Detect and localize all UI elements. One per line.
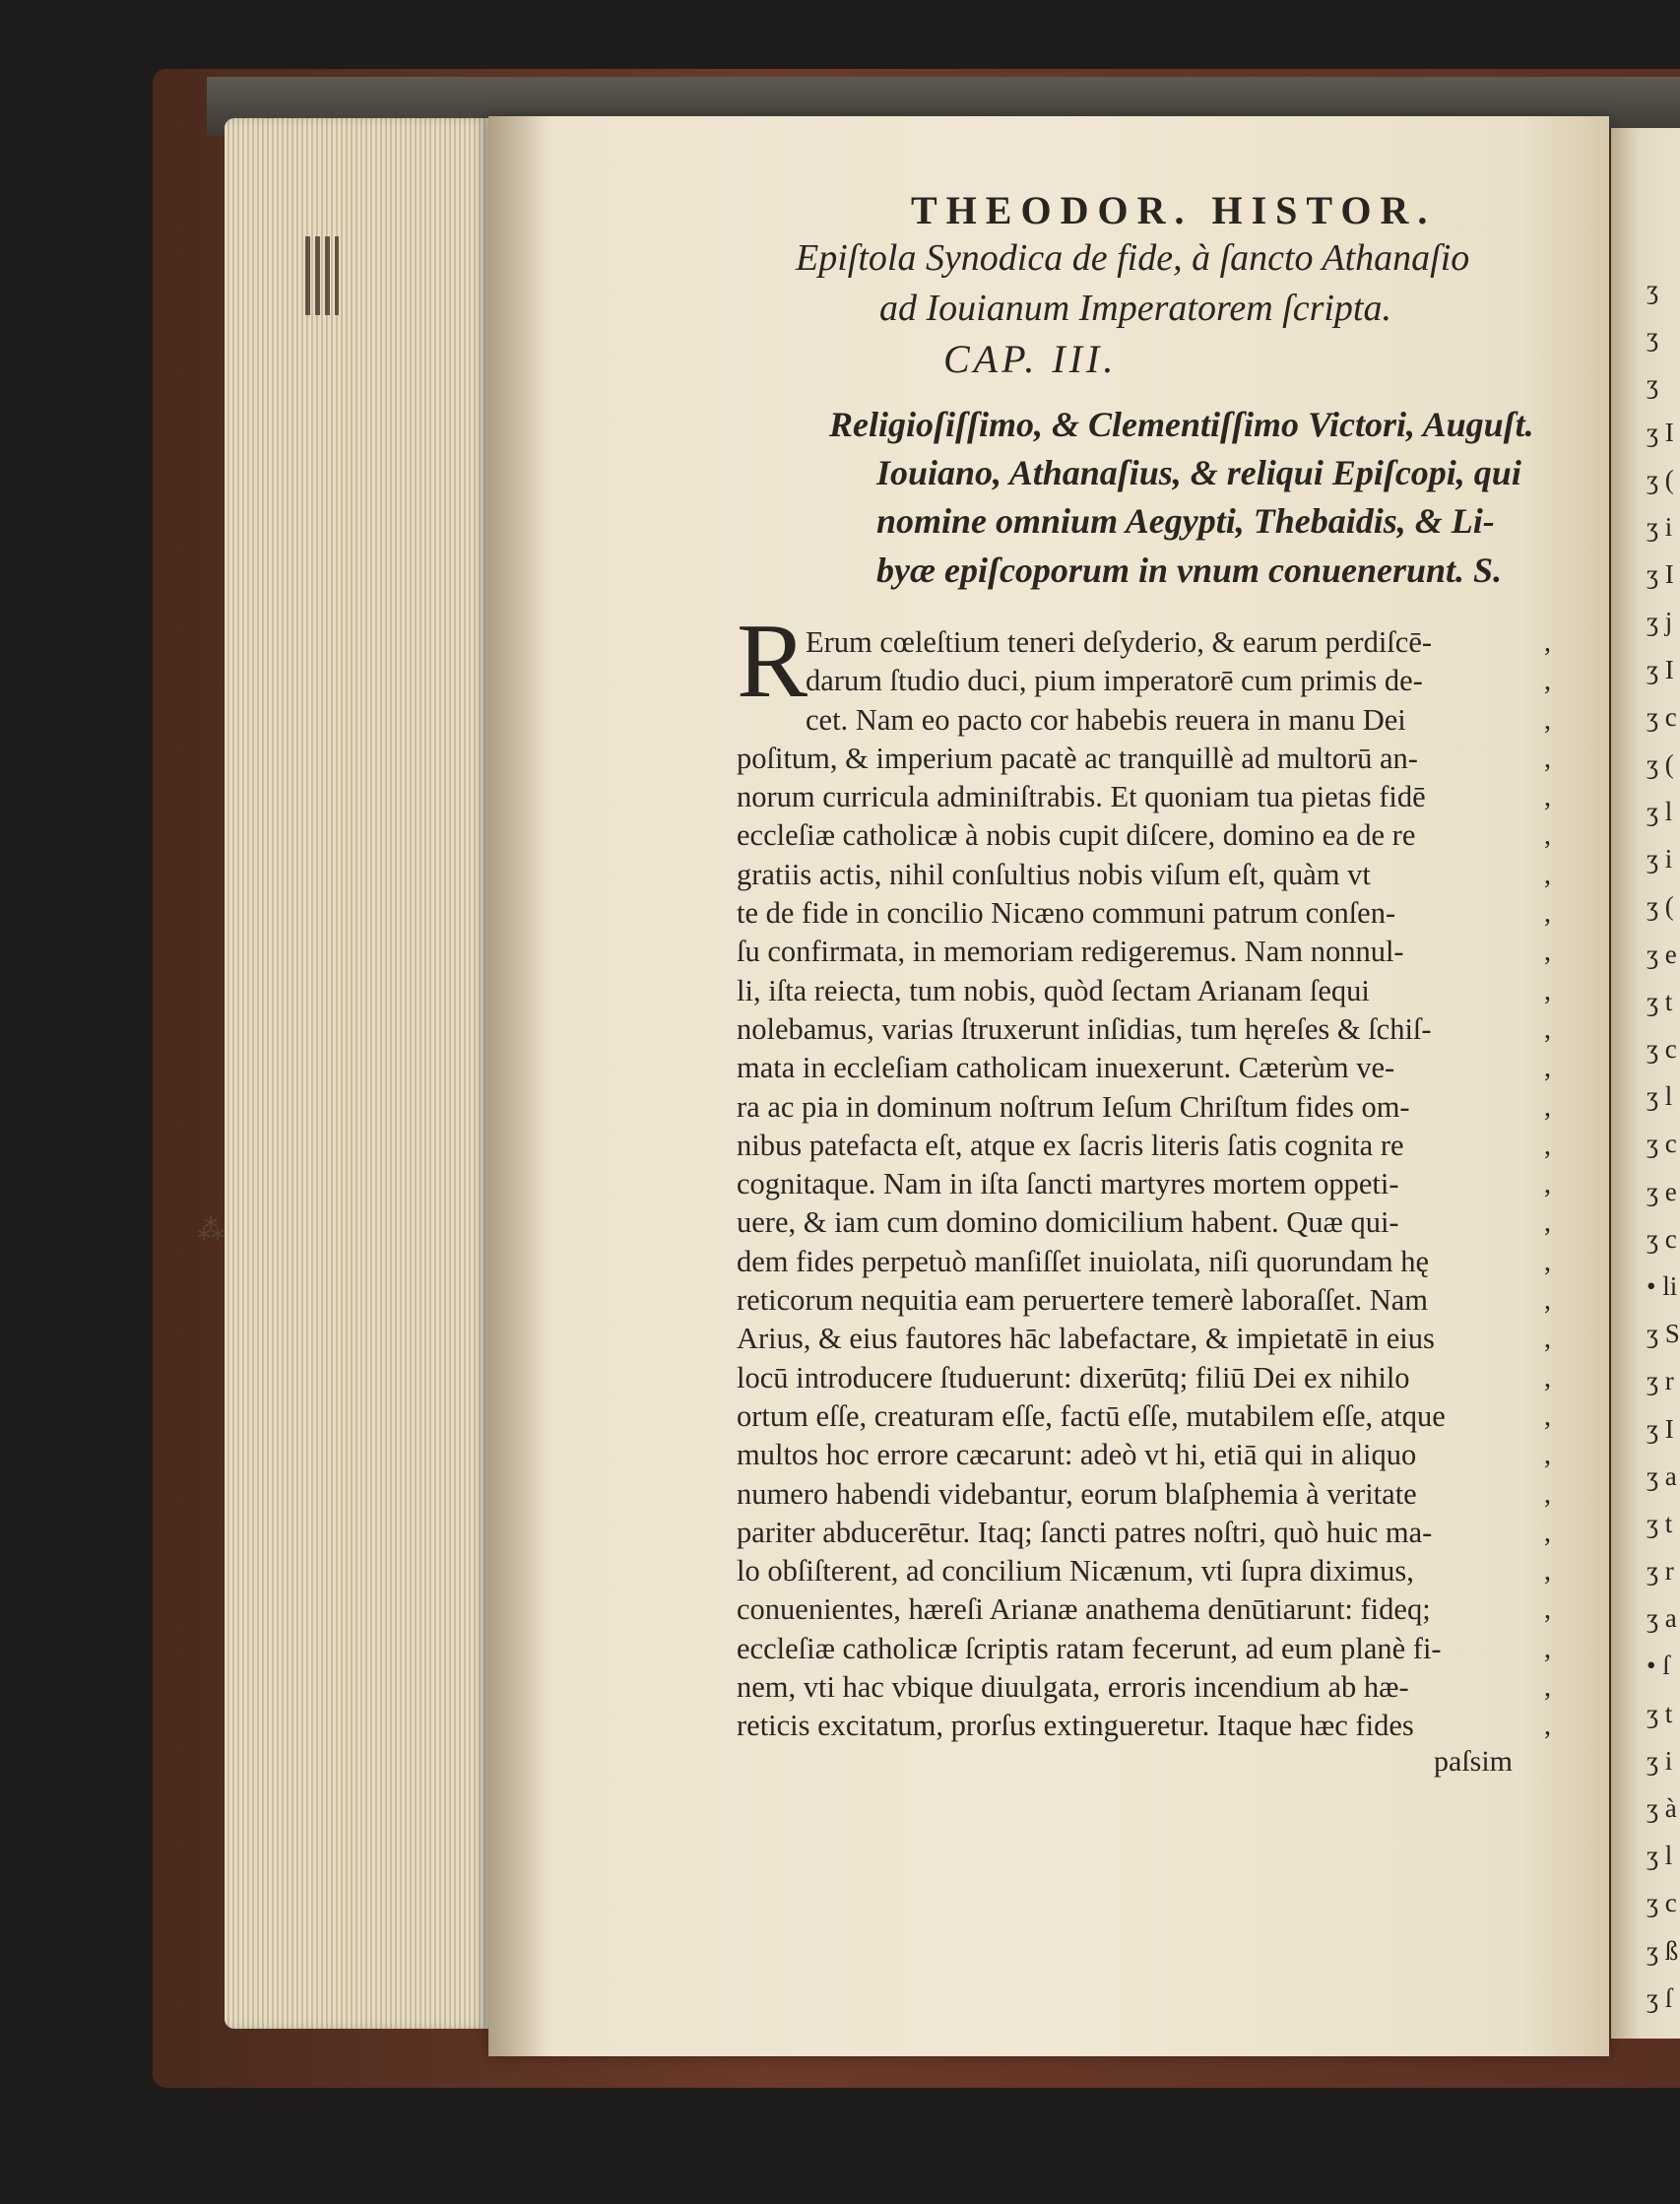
right-page-glyph: ʒ e — [1647, 1176, 1677, 1206]
body-line: te de fide in concilio Nicæno communi patrum conſen- — [737, 896, 1396, 931]
right-page-glyph: ʒ c — [1647, 1223, 1677, 1254]
body-line: locū introducere ſtuduerunt: dixerūtq; filiū Dei ex nihilo — [737, 1360, 1410, 1394]
margin-mark: , — [1544, 859, 1551, 890]
right-page-glyph: ʒ i — [1647, 844, 1673, 875]
body-line: ſu confirmata, in memoriam redigeremus. Nam nonnul- — [737, 935, 1404, 969]
catchword: paſsim — [1434, 1745, 1513, 1778]
page-edges — [225, 118, 488, 2029]
body-line: li, iſta reiecta, tum nobis, quòd ſectam Arianam ſequi — [737, 973, 1370, 1007]
body-line: lo obſiſterent, ad concilium Nicænum, vti ſupra diximus, — [737, 1554, 1414, 1588]
gutter-shadow — [488, 116, 548, 2056]
margin-mark: , — [1544, 1246, 1551, 1277]
margin-mark: , — [1544, 937, 1551, 968]
margin-mark: , — [1544, 782, 1551, 813]
body-line: ra ac pia in dominum noſtrum Ieſum Chriſtum fides om- — [737, 1089, 1410, 1124]
address-line-3: nomine omnium Aegypti, Thebaidis, & Li- — [876, 501, 1495, 541]
right-page-glyph: ʒ l — [1647, 797, 1673, 827]
body-line: darum ſtudio duci, pium imperatorē cum primis de- — [806, 664, 1423, 698]
right-page-glyph: ʒ r — [1647, 1556, 1674, 1587]
address-line-4: byæ epiſcoporum in vnum conuenerunt. S. — [876, 551, 1503, 590]
right-page-glyph: ʒ I — [1647, 654, 1674, 684]
margin-mark: , — [1544, 1169, 1551, 1200]
body-line: reticorum nequitia eam peruertere temerè laboraſſet. Nam — [737, 1283, 1428, 1318]
margin-mark: , — [1544, 1130, 1551, 1161]
body-line: cet. Nam eo pacto cor habebis reuera in manu Dei — [806, 702, 1406, 737]
margin-mark: , — [1544, 1400, 1551, 1432]
body-line: nem, vti hac vbique diuulgata, erroris incendium ab hæ- — [737, 1670, 1409, 1705]
right-page-glyph: ʒ ( — [1647, 464, 1674, 494]
margin-mark: , — [1544, 1324, 1551, 1355]
margin-mark: , — [1544, 704, 1551, 736]
margin-marks — [1544, 623, 1566, 1746]
right-page-glyph: ʒ i — [1647, 511, 1673, 542]
body-line: uere, & iam cum domino domicilium habent. Quæ qui- — [737, 1205, 1399, 1240]
right-page-glyph: • li — [1647, 1270, 1678, 1301]
title-line-1: Epiſtola Synodica de fide, à ſancto Athanaſio — [796, 237, 1470, 279]
margin-mark: , — [1544, 1053, 1551, 1084]
right-page-glyph: ʒ c — [1647, 1129, 1677, 1159]
right-page-glyph: ʒ l — [1647, 1841, 1673, 1871]
spine-mark — [305, 236, 339, 315]
margin-mark: , — [1544, 1207, 1551, 1239]
right-page-glyph: ʒ l — [1647, 1081, 1673, 1112]
right-page-glyph: ʒ t — [1647, 1698, 1673, 1728]
body-text — [737, 623, 1544, 1746]
right-page-glyph: • ſ — [1647, 1651, 1670, 1681]
body-line: Arius, & eius fautores hāc labefactare, & impietatē in eius — [737, 1322, 1435, 1356]
right-page-glyph: ʒ c — [1647, 701, 1677, 732]
margin-mark: , — [1544, 627, 1551, 658]
right-page-glyph: ʒ ( — [1647, 891, 1674, 922]
body-line: eccleſiæ catholicæ ſcriptis ratam fecerunt, ad eum planè fi- — [737, 1631, 1442, 1665]
drop-cap: R — [737, 603, 808, 720]
right-page-glyph: ʒ c — [1647, 1888, 1677, 1918]
right-page-glyph: ʒ t — [1647, 986, 1673, 1016]
right-page-glyph: ʒ e — [1647, 939, 1677, 969]
body-line: reticis excitatum, prorſus extingueretur. Itaque hæc fides — [737, 1709, 1414, 1743]
right-page-glyph: ʒ ſ — [1647, 1982, 1673, 2013]
body-line: nolebamus, varias ſtruxerunt inſidias, tum hęreſes & ſchiſ- — [737, 1011, 1432, 1046]
right-page-glyph: ʒ a — [1647, 1460, 1677, 1491]
margin-mark: , — [1544, 1594, 1551, 1626]
body-line: norum curricula adminiſtrabis. Et quoniam tua pietas fidē — [737, 780, 1426, 814]
right-page-glyph: ʒ I — [1647, 1413, 1674, 1444]
body-line: numero habendi videbantur, eorum blaſphemia à veritate — [737, 1476, 1417, 1511]
margin-mark: , — [1544, 1556, 1551, 1588]
title-line-2: ad Iouianum Imperatorem ſcripta. — [879, 288, 1391, 329]
margin-mark: , — [1544, 1440, 1551, 1471]
body-line: dem fides perpetuò manſiſſet inuiolata, niſi quorundam hę — [737, 1244, 1430, 1278]
chapter-heading: CAP. III. — [943, 337, 1118, 381]
body-line: eccleſiæ catholicæ à nobis cupit diſcere, domino ea de re — [737, 818, 1416, 853]
margin-mark: , — [1544, 1633, 1551, 1664]
body-line: mata in eccleſiam catholicam inuexerunt. Cæterùm ve- — [737, 1051, 1395, 1085]
margin-mark: , — [1544, 975, 1551, 1006]
margin-mark: , — [1544, 1672, 1551, 1704]
running-head: THEODOR. HISTOR. — [911, 188, 1437, 232]
right-page-glyph: ʒ t — [1647, 1508, 1673, 1538]
right-page-glyph: ʒ ß — [1647, 1935, 1679, 1966]
address-line-1: Religioſiſſimo, & Clementiſſimo Victori, Auguſt. — [829, 405, 1534, 444]
body-line: cognitaque. Nam in iſta ſancti martyres mortem oppeti- — [737, 1167, 1399, 1201]
right-page-glyph: ʒ S — [1647, 1319, 1680, 1349]
right-page-glyph: ʒ I — [1647, 417, 1674, 447]
margin-mark: , — [1544, 820, 1551, 852]
margin-mark: , — [1544, 1091, 1551, 1123]
right-page-glyph: ʒ — [1647, 275, 1658, 304]
right-page-glyph: ʒ c — [1647, 1034, 1677, 1064]
body-line: pariter abducerētur. Itaq; ſancti patres noſtri, quò huic ma- — [737, 1515, 1433, 1549]
right-page-glyph: ʒ ( — [1647, 748, 1674, 779]
body-line: gratiis actis, nihil conſultius nobis viſum eſt, quàm vt — [737, 857, 1371, 891]
margin-mark: , — [1544, 1517, 1551, 1548]
right-page-glyph: ʒ a — [1647, 1603, 1677, 1634]
body-line: Erum cœleſtium teneri deſyderio, & earum perdiſcē- — [806, 625, 1433, 659]
right-page-glyph: ʒ à — [1647, 1793, 1677, 1823]
right-page-glyph: ʒ r — [1647, 1366, 1674, 1396]
margin-mark: , — [1544, 666, 1551, 697]
margin-mark: , — [1544, 1478, 1551, 1510]
body-line: nibus patefacta eſt, atque ex ſacris literis ſatis cognita re — [737, 1128, 1404, 1162]
right-page-glyph: ʒ — [1647, 369, 1658, 400]
margin-mark: , — [1544, 1362, 1551, 1394]
right-page-glyph: ʒ — [1647, 322, 1658, 353]
address-line-2: Iouiano, Athanaſius, & reliqui Epiſcopi, qui — [876, 453, 1521, 492]
margin-mark: , — [1544, 743, 1551, 774]
body-line: poſitum, & imperium pacatè ac tranquillè ad multorū an- — [737, 741, 1418, 775]
clasp-ornament: ⁂ — [197, 1215, 225, 1246]
right-page-glyphs — [1647, 266, 1680, 2022]
margin-mark: , — [1544, 1013, 1551, 1045]
body-line: multos hoc errore cæcarunt: adeò vt hi, etiā qui in aliquo — [737, 1438, 1417, 1472]
margin-mark: , — [1544, 898, 1551, 930]
body-line: conuenientes, hæreſi Arianæ anathema denūtiarunt: fideq; — [737, 1592, 1431, 1627]
right-page-glyph: ʒ i — [1647, 1745, 1673, 1776]
right-page-glyph: ʒ j — [1647, 607, 1673, 637]
margin-mark: , — [1544, 1711, 1551, 1742]
body-line: ortum eſſe, creaturam eſſe, factū eſſe, mutabilem eſſe, atque — [737, 1398, 1446, 1433]
right-page-glyph: ʒ I — [1647, 559, 1674, 590]
margin-mark: , — [1544, 1285, 1551, 1317]
